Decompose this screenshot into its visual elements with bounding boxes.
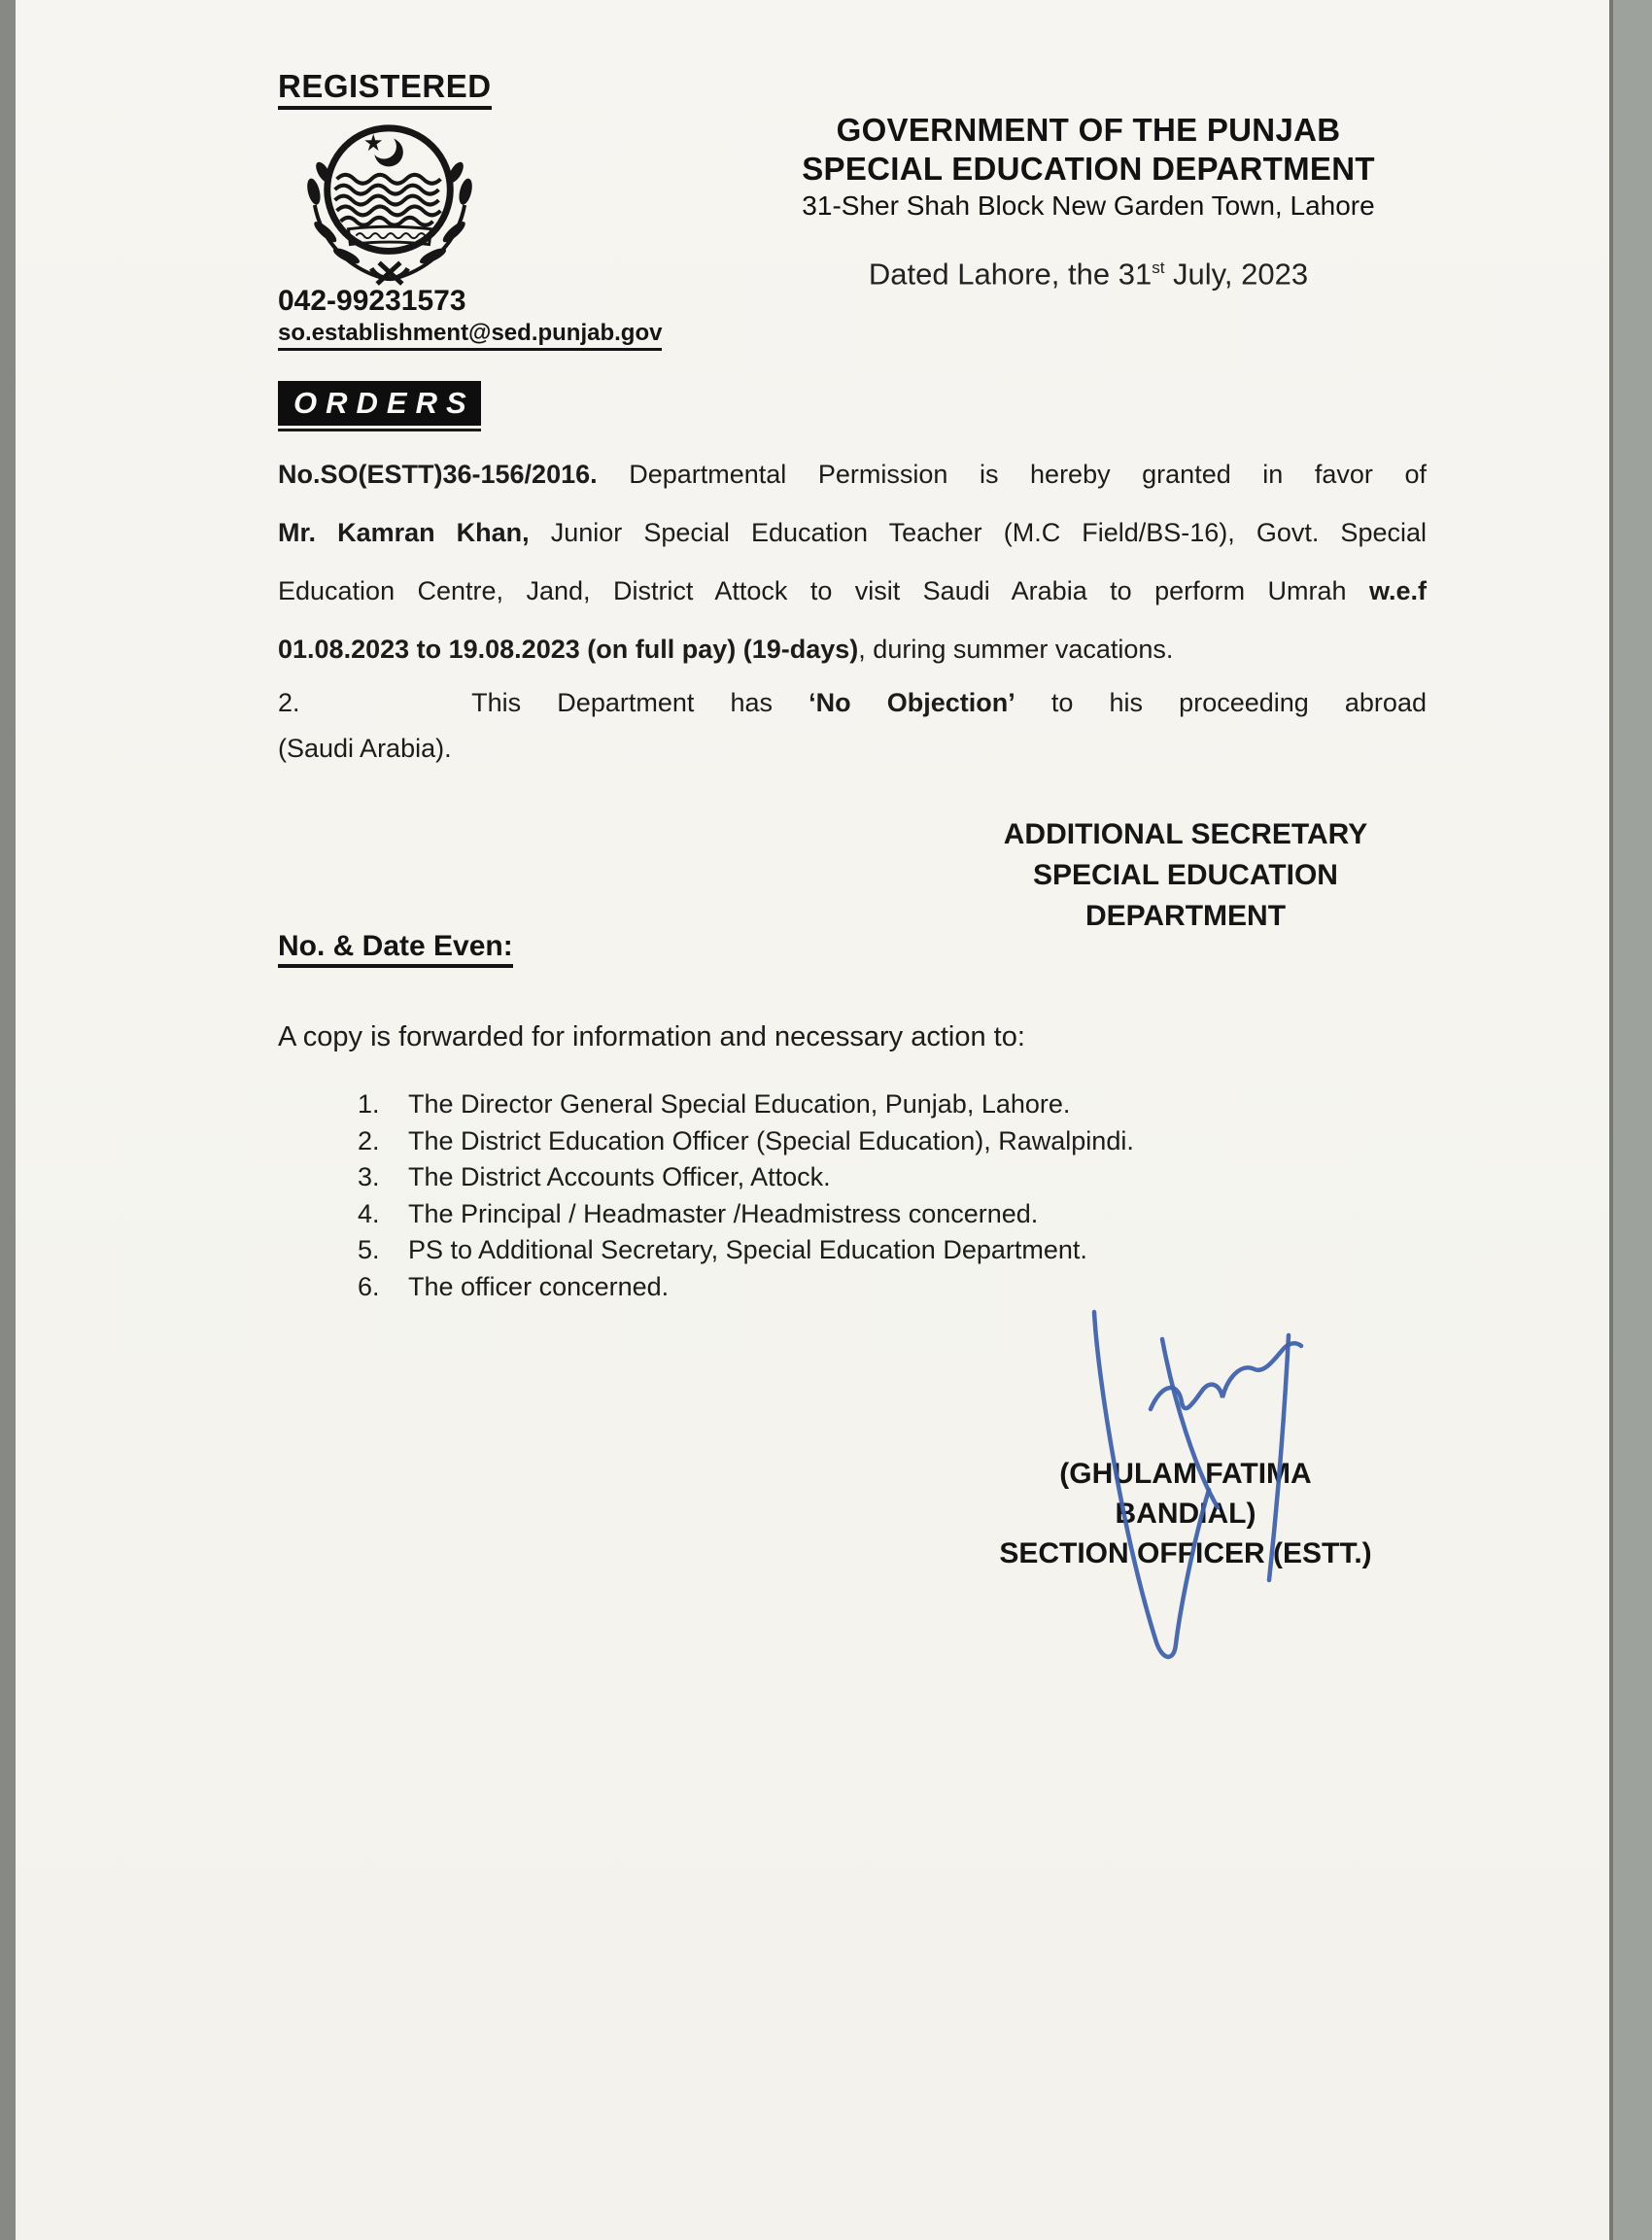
order-paragraph-1	[278, 445, 1427, 678]
cc-list-item: 4. The Principal / Headmaster /Headmistress concerned.	[358, 1198, 1039, 1228]
orders-heading: ORDERS	[278, 381, 481, 431]
letterhead-address: 31-Sher Shah Block New Garden Town, Lahore	[802, 190, 1375, 221]
authority-title-line: DEPARTMENT	[1084, 900, 1287, 932]
order-paragraph-line: Mr. Kamran Khan, Junior Special Education Teacher (M.C Field/BS-16), Govt. Special	[278, 518, 1427, 547]
authority-title-line: SPECIAL EDUCATION	[1033, 859, 1338, 891]
order-paragraph-2	[278, 680, 1427, 772]
letterhead	[787, 111, 1390, 224]
order-paragraph-line: No.SO(ESTT)36-156/2016. Departmental Permission is hereby granted in favor of	[278, 460, 1427, 489]
order-paragraph-2-line-2: (Saudi Arabia).	[278, 734, 452, 763]
order-paragraph-line: 01.08.2023 to 19.08.2023 (on full pay) (19-days), during summer vacations.	[278, 635, 1174, 664]
signatory-title: SECTION OFFICER (ESTT.)	[999, 1537, 1372, 1569]
cc-intro-line: A copy is forwarded for information and necessary action to:	[278, 1021, 1025, 1052]
reference-number-label: No. & Date Even:	[278, 931, 513, 968]
registered-stamp: REGISTERED	[278, 70, 492, 110]
email-address: so.establishment@sed.punjab.gov	[278, 321, 662, 351]
order-paragraph-2-line-1: 2. This Department has ‘No Objection’ to his proceeding abroad	[278, 688, 1427, 717]
signatory-name: (GHULAM FATIMA BANDIAL)	[1059, 1458, 1312, 1530]
letterhead-government-line: GOVERNMENT OF THE PUNJAB	[836, 112, 1341, 148]
cc-list-item: 6. The officer concerned.	[358, 1271, 670, 1301]
cc-list-item: 5. PS to Additional Secretary, Special Education Department.	[358, 1235, 1087, 1265]
punjab-government-crest-logo	[290, 117, 490, 290]
letterhead-department-line: SPECIAL EDUCATION DEPARTMENT	[802, 151, 1375, 187]
signature-ink	[1026, 1292, 1347, 1681]
order-paragraph-line: Education Centre, Jand, District Attock to visit Saudi Arabia to perform Umrah w.e.f	[278, 576, 1427, 605]
date-ordinal-superscript: st	[1152, 258, 1165, 277]
date-line: Dated Lahore, the 31st July, 2023	[868, 257, 1309, 292]
approving-authority-block	[991, 814, 1380, 937]
cc-list-item: 1. The Director General Special Education, Punjab, Lahore.	[358, 1089, 1071, 1119]
phone-number: 042-99231573	[278, 285, 466, 317]
cc-distribution-list	[358, 1086, 1310, 1306]
cc-list-item: 3. The District Accounts Officer, Attock.	[358, 1162, 831, 1192]
authority-title-line: ADDITIONAL SECRETARY	[1003, 818, 1368, 850]
cc-list-item: 2. The District Education Officer (Special Education), Rawalpindi.	[358, 1125, 1134, 1155]
